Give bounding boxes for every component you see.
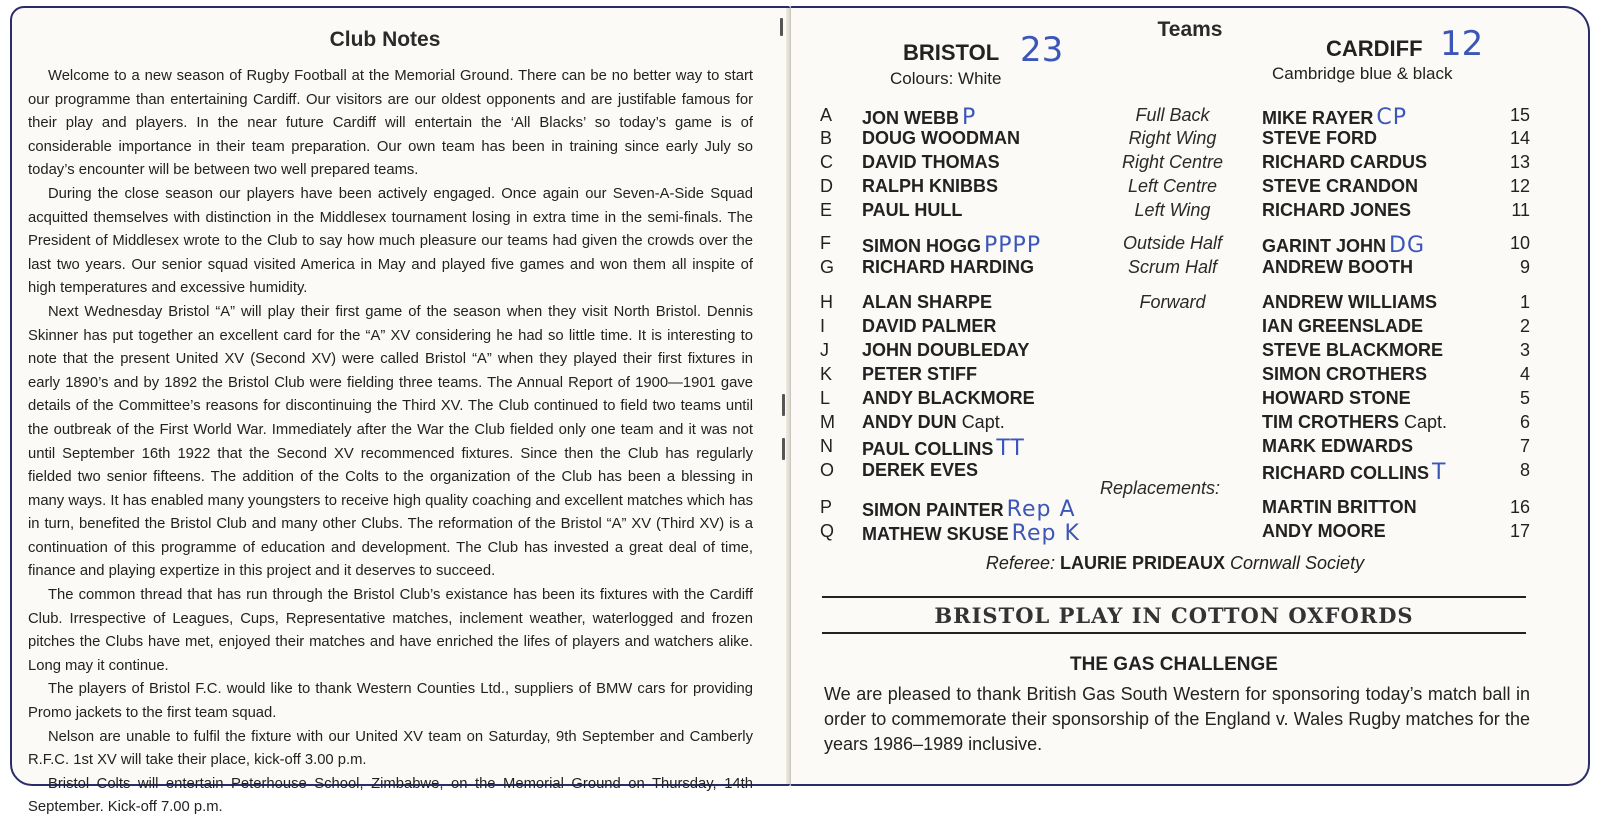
away-player-number: 4 <box>1519 364 1530 384</box>
away-player-name: MIKE RAYER <box>1262 108 1374 128</box>
team-row <box>0 364 1600 388</box>
team-row <box>0 128 1600 152</box>
away-player-name: HOWARD STONE <box>1262 388 1411 408</box>
away-player <box>1262 176 1418 197</box>
away-player-number: 2 <box>1519 316 1530 336</box>
away-score-handwritten: 12 <box>1440 24 1484 64</box>
home-player <box>862 436 1025 461</box>
home-player <box>862 105 976 130</box>
team-row <box>0 200 1600 224</box>
away-player <box>1262 292 1437 313</box>
teams-title: Teams <box>1157 18 1223 41</box>
home-handwritten-note: TT <box>996 436 1025 461</box>
away-player-name: MARTIN BRITTON <box>1262 497 1417 517</box>
home-player-name: SIMON HOGG <box>862 236 982 256</box>
home-player-letter: G <box>820 257 835 277</box>
away-player-name: ANDY MOORE <box>1262 521 1386 541</box>
home-player-letter: K <box>820 364 833 384</box>
away-player-number: 6 <box>1519 412 1530 432</box>
club-notes-title: Club Notes <box>329 28 441 51</box>
away-team-name: CARDIFF <box>1326 36 1423 61</box>
home-player <box>862 152 1000 173</box>
home-captain-mark: Capt. <box>961 412 1005 432</box>
gas-challenge-title: THE GAS CHALLENGE <box>1070 654 1278 675</box>
home-player-name: PAUL HULL <box>862 200 963 220</box>
notes-paragraph: The common thread that has run through the Bristol Club’s existance has been its fixtures with the Cardiff Club. Irrespective of Leagues, Cups, Representative matches, inclement weather, waterlogged and frozen pitches the Clubs have met, enjoyed their matches and have enriched the lifes of players and watchers alike. Long may it continue. <box>28 587 753 674</box>
away-player-name: STEVE CRANDON <box>1262 176 1419 196</box>
away-player-number: 13 <box>1509 152 1530 172</box>
home-player <box>862 340 1029 361</box>
away-player-number: 9 <box>1519 257 1530 277</box>
away-player-number: 12 <box>1509 176 1530 196</box>
away-player <box>1262 257 1413 278</box>
home-player-letter: E <box>820 200 833 220</box>
notes-paragraph: The players of Bristol F.C. would like to thank Western Counties Ltd., suppliers of BMW cars for providing Promo jackets to the first team squad. <box>28 681 753 722</box>
away-player <box>1262 200 1411 221</box>
away-player-number: 15 <box>1509 105 1530 125</box>
home-player <box>862 200 962 221</box>
gas-challenge-text: We are pleased to thank British Gas South Western for sponsoring today’s match ball in order to commemorate their sponsorship of the England v. Wales Rugby matches for the years 1986–1989 inclusive. <box>824 684 1530 754</box>
away-player-number: 10 <box>1509 233 1530 253</box>
away-player-number: 1 <box>1519 292 1530 312</box>
home-player-name: DOUG WOODMAN <box>862 128 1020 148</box>
away-player-name: ANDREW WILLIAMS <box>1262 292 1437 312</box>
team-row <box>0 176 1600 200</box>
away-player-number: 16 <box>1509 497 1530 517</box>
home-player-letter: D <box>820 176 833 196</box>
home-player-name: RALPH KNIBBS <box>862 176 999 196</box>
team-row <box>0 412 1600 436</box>
home-score-handwritten: 23 <box>1020 30 1064 70</box>
home-player-letter: C <box>820 152 833 172</box>
away-player-number: 17 <box>1509 521 1530 541</box>
away-player-name: RICHARD CARDUS <box>1262 152 1427 172</box>
divider <box>822 632 1526 634</box>
team-row <box>0 497 1600 521</box>
home-player-letter: M <box>820 412 835 432</box>
referee-label: Referee: <box>985 553 1055 573</box>
home-player-name: ALAN SHARPE <box>862 292 993 312</box>
team-row <box>0 340 1600 364</box>
away-player-number: 5 <box>1519 388 1530 408</box>
replacements-label: Replacements: <box>1100 478 1221 498</box>
team-row <box>0 105 1600 129</box>
away-player <box>1262 460 1446 485</box>
home-player-name: MATHEW SKUSE <box>862 524 1009 544</box>
team-row <box>0 152 1600 176</box>
away-player-number: 8 <box>1519 460 1530 480</box>
position-label: Left Wing <box>1134 200 1211 220</box>
home-team-colours: Colours: White <box>890 69 1002 88</box>
home-player-name: DEREK EVES <box>862 460 979 480</box>
home-player-letter: N <box>820 436 833 456</box>
home-player <box>862 128 1020 149</box>
home-player-letter: I <box>820 316 826 336</box>
home-player <box>862 521 1080 546</box>
home-player-name: RICHARD HARDING <box>862 257 1034 277</box>
away-player <box>1262 340 1443 361</box>
home-player <box>862 497 1076 522</box>
staple-mark <box>780 18 783 36</box>
home-player-letter: H <box>820 292 833 312</box>
home-handwritten-note: Rep A <box>1006 497 1076 522</box>
away-player <box>1262 436 1413 457</box>
notes-paragraph: Nelson are unable to fulfil the fixture with our United XV team on Saturday, 9th September and Camberly R.F.C. 1st XV will take their place, kick-off 3.00 p.m. <box>28 728 753 769</box>
away-player-name: RICHARD JONES <box>1262 200 1412 220</box>
home-handwritten-note: PPPP <box>984 233 1042 258</box>
away-player <box>1262 388 1411 409</box>
away-team-colours: Cambridge blue & black <box>1272 64 1453 83</box>
team-row <box>0 257 1600 281</box>
away-player-name: STEVE FORD <box>1262 128 1378 148</box>
notes-paragraph: Next Wednesday Bristol “A” will play their first game of the season when they visit North Bristol. Dennis Skinner has put together an excellent card for the “A” XV considering he had so little time. It is interesting to note that the present United XV (Second XV) were called Bristol “A” when they played their first fixtures in early 1890’s and by 1892 the Bristol Club were fielding three teams. The Annual Report of 1900—1901 gave details of the Committee’s reasons for discontinuing the Third XV. The Club continued to field two teams until the outbreak of the First World War. Immediately after the War the Club fielded only one team and it was not until September 16th 1922 that the Second XV recommenced fixtures. Since then the Club has regularly fielded two senior fifteens. The addition of the Colts to the organization of the Club has been a blessing in many ways. It has enabled many youngsters to receive high quality coaching and excellent matches which has in turn, benefited the Bristol Club and many other Clubs. The reformation of the Bristol “A” XV (Third XV) is a continuation of this programme of education and development. The Club has invested a great deal of time, finance and playing expertize in this project and it deserves to succeed. <box>28 303 753 580</box>
referee-name: LAURIE PRIDEAUX <box>1059 553 1225 573</box>
home-player-name: DAVID PALMER <box>862 316 997 336</box>
home-player-name: PAUL COLLINS <box>862 439 994 459</box>
away-player-name: TIM CROTHERS <box>1262 412 1399 432</box>
away-player <box>1262 497 1417 518</box>
referee-society: Cornwall Society <box>1230 553 1365 573</box>
home-player-name: ANDY DUN <box>862 412 957 432</box>
team-row <box>0 460 1600 484</box>
home-player-name: DAVID THOMAS <box>862 152 1000 172</box>
home-player <box>862 257 1034 278</box>
away-player-number: 14 <box>1509 128 1530 148</box>
team-row <box>0 388 1600 412</box>
away-handwritten-note: DG <box>1389 233 1426 258</box>
away-player-number: 11 <box>1511 200 1530 220</box>
away-player-name: ANDREW BOOTH <box>1262 257 1413 277</box>
away-handwritten-note: T <box>1432 460 1447 485</box>
team-row <box>0 436 1600 460</box>
team-row <box>0 521 1600 545</box>
position-label: Forward <box>1139 292 1206 312</box>
home-player-letter: Q <box>820 521 835 541</box>
home-player-name: JOHN DOUBLEDAY <box>862 340 1030 360</box>
notes-paragraph: Welcome to a new season of Rugby Football at the Memorial Ground. There can be no better way to start our programme than entertaining Cardiff. Our visitors are our oldest opponents and are justifable famous for their play and players. In the near future Cardiff will entertain the ‘All Blacks’ so today’s game is of considerable importance in their team preparation. Our own team has been in training since early July so today’s encounter will be between two well prepared teams. <box>28 68 753 179</box>
home-player <box>862 364 977 385</box>
position-label: Right Wing <box>1128 128 1217 148</box>
home-player-letter: A <box>820 105 833 125</box>
home-player <box>862 388 1035 409</box>
home-player-name: SIMON PAINTER <box>862 500 1004 520</box>
home-player <box>862 292 992 313</box>
team-row <box>0 316 1600 340</box>
away-player-name: MARK EDWARDS <box>1262 436 1413 456</box>
home-player-letter: J <box>820 340 829 360</box>
notes-paragraph: During the close season our players have been actively engaged. Once again our Seven-A-Side Squad acquitted themselves with distinction in the Middlesex tournament losing in extra time in the semi-finals. The President of Middlesex wrote to the Club to say how much pleasure our teams had given the crowds over the last two years. Our senior squad visited America in May and played five games and won them all inspite of high temperatures and excessive humidity. <box>28 185 753 297</box>
position-label: Full Back <box>1135 105 1210 125</box>
home-player <box>862 316 996 337</box>
home-handwritten-note: Rep K <box>1011 521 1080 546</box>
position-label: Right Centre <box>1121 152 1224 172</box>
home-handwritten-note: P <box>962 105 977 130</box>
away-player-name: RICHARD COLLINS <box>1262 463 1429 483</box>
away-player <box>1262 412 1447 433</box>
away-player-number: 7 <box>1519 436 1530 456</box>
home-player <box>862 176 998 197</box>
home-player-name: JON WEBB <box>862 108 960 128</box>
team-row <box>0 292 1600 316</box>
home-player <box>862 233 1041 258</box>
away-player <box>1262 152 1427 173</box>
home-player-letter: O <box>820 460 835 480</box>
home-team-name: BRISTOL <box>903 40 1000 65</box>
home-player-name: PETER STIFF <box>862 364 978 384</box>
home-player <box>862 412 1005 433</box>
position-label: Outside Half <box>1122 233 1223 253</box>
away-player <box>1262 521 1386 542</box>
position-label: Left Centre <box>1127 176 1218 196</box>
away-player-name: STEVE BLACKMORE <box>1262 340 1444 360</box>
home-player-name: ANDY BLACKMORE <box>862 388 1035 408</box>
home-player <box>862 460 978 481</box>
away-player-name: GARINT JOHN <box>1262 236 1387 256</box>
away-player <box>1262 364 1427 385</box>
home-player-letter: L <box>820 388 831 408</box>
home-player-letter: B <box>820 128 833 148</box>
away-player <box>1262 105 1407 130</box>
home-player-letter: P <box>820 497 833 517</box>
away-player-name: SIMON CROTHERS <box>1262 364 1428 384</box>
cotton-oxfords-banner: BRISTOL PLAY IN COTTON OXFORDS <box>934 603 1414 628</box>
team-row <box>0 233 1600 257</box>
away-player <box>1262 233 1425 258</box>
referee-line <box>820 553 1530 574</box>
notes-paragraph: Bristol Colts will entertain Peterhouse School, Zimbabwe, on the Memorial Ground on Thursday, 14th September. Kick-off 7.00 p.m. <box>28 775 753 816</box>
away-player <box>1262 128 1377 149</box>
away-player <box>1262 316 1423 337</box>
away-captain-mark: Capt. <box>1404 412 1448 432</box>
away-handwritten-note: CP <box>1376 105 1407 130</box>
away-player-name: IAN GREENSLADE <box>1262 316 1424 336</box>
home-player-letter: F <box>820 233 831 253</box>
away-player-number: 3 <box>1519 340 1530 360</box>
divider <box>822 596 1526 598</box>
position-label: Scrum Half <box>1127 257 1217 277</box>
